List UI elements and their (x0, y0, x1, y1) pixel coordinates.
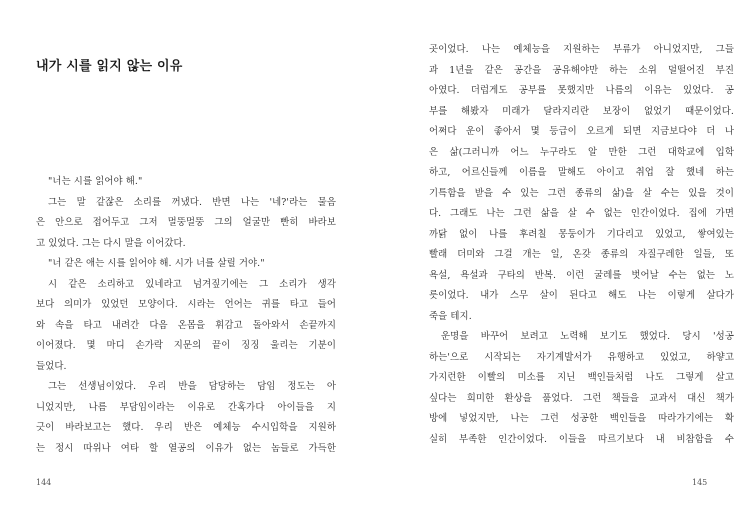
text-line: 실히 부족한 인간이었다. 이들을 따르기보다 내 비참함을 수 (429, 433, 734, 445)
right-page-body (429, 40, 734, 450)
text-line: 시 같은 소리하고 있네라고 넘겨짚기에는 그 소리가 생각 (48, 278, 336, 290)
text-line: 이어졌다. 몇 마디 손가락 지문의 끝이 징징 울리는 기분이 (36, 340, 336, 351)
text-line: 하고, 어르신들께 이름을 말해도 아이고 취업 잘 했네 하는 (429, 167, 734, 178)
text-line: 은 삶(그러니까 어느 누구라도 알 만한 그런 대학교에 입학 (429, 146, 734, 158)
text-line: 들었다. (36, 360, 67, 372)
text-line: 빨래 더미와 그걸 개는 일, 온갖 종류의 자질구레한 일들, 또 (429, 249, 734, 260)
text-line: "너는 시를 읽어야 해." (48, 176, 143, 187)
text-line: 과 1년을 같은 공간을 공유해야만 하는 소위 덜떨어진 부진 (429, 64, 734, 76)
text-line: 곳이었다. 나는 예체능을 지원하는 부류가 아니었지만, 그들 (429, 44, 734, 55)
text-line: 고 있었다. 그는 다시 말을 이어갔다. (36, 237, 186, 249)
text-line: 가지런한 이빨의 미소를 지닌 백인들처럼 나도 그렇게 살고 (429, 372, 734, 383)
left-page-body (36, 172, 336, 459)
text-line: 니었지만, 나름 부담임이라는 이유로 간혹가다 아이들을 지 (36, 401, 336, 413)
text-line: 방에 넣었지만, 나는 그런 성공한 백인들을 따라가기에는 확 (429, 413, 734, 424)
text-line: 다. 그래도 나는 그런 삶을 살 수 없는 인간이었다. 집에 가면 (429, 208, 734, 219)
text-line: 긋이 바라보고는 했다. 우리 반은 예체능 수시입학을 지원하 (36, 422, 336, 433)
chapter-title: 내가 시를 읽지 않는 이유 (36, 59, 183, 74)
text-line: 운명을 바꾸어 보려고 노력해 보기도 했었다. 당시 '성공 (441, 331, 734, 342)
text-line: 아였다. 더럽게도 공부를 못했지만 나름의 이유는 있었다. 공 (429, 85, 734, 96)
page-number-left: 144 (36, 478, 52, 487)
text-line: 릇이었다. 내가 스무 살이 된다고 해도 나는 이렇게 살다가 (429, 290, 734, 301)
right-page (370, 0, 740, 525)
text-line: 까닭 없이 나를 후려칠 몽둥이가 기다리고 있었고, 쌓여있는 (429, 228, 734, 240)
text-line: 와 속을 타고 내려간 다음 온몸을 휘감고 돌아와서 손끝까지 (36, 319, 336, 331)
text-line: 그는 선생님이었다. 우리 반을 담당하는 담임 정도는 아 (48, 381, 336, 392)
page-number-right: 145 (692, 478, 708, 487)
text-line: 기특함을 받을 수 있는 그런 종류의 삶)을 살 수는 있을 것이 (429, 187, 734, 199)
text-line: 하는'으로 시작되는 자기계발서가 유행하고 있었고, 하얗고 (429, 351, 734, 363)
text-line: 어쩌다 운이 좋아서 몇 등급이 오르게 되면 지금보다야 더 나 (429, 126, 734, 137)
text-line: 죽을 테지. (429, 310, 472, 322)
text-line: 그는 말 같잖은 소리를 꺼냈다. 반면 나는 '네?'라는 물음 (48, 196, 336, 208)
text-line: 는 정시 따위나 여타 할 열공의 이유가 없는 놈들로 가득한 (36, 442, 336, 454)
text-line: "너 같은 애는 시를 읽어야 해. 시가 너를 살릴 거야." (48, 258, 265, 269)
text-line: 부를 해봤자 미래가 달라지리란 보장이 없었기 때문이었다. (429, 105, 734, 117)
text-line: 욕설, 욕설과 구타의 반복. 이런 굴레를 벗어날 수는 없는 노 (429, 269, 734, 281)
text-line: 은 안으로 접어두고 그저 멀뚱멀뚱 그의 얼굴만 빤히 바라보 (36, 217, 336, 228)
text-line: 보다 의미가 있었던 모양이다. 시라는 언어는 귀를 타고 들어 (36, 299, 336, 310)
text-line: 싶다는 희미한 환상을 품었다. 그런 책들을 교과서 대신 책가 (429, 392, 734, 404)
